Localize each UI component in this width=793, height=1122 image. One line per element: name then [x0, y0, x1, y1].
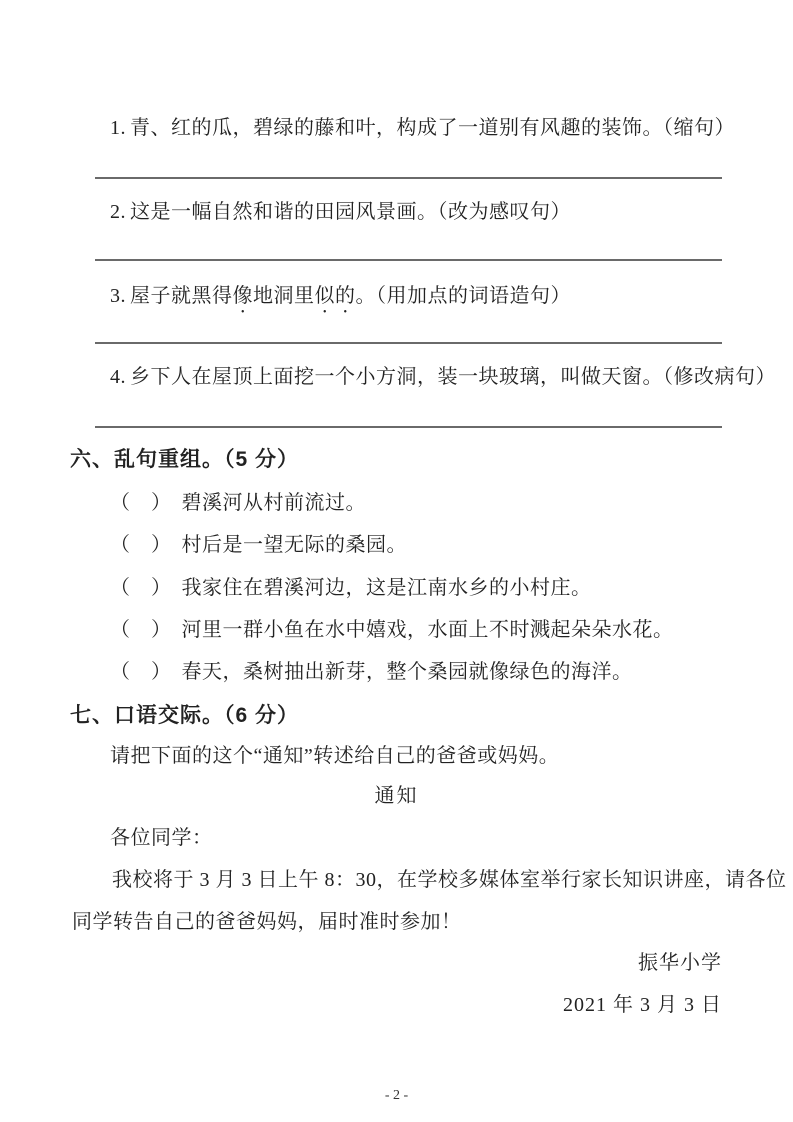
question-4-text: 乡下人在屋顶上面挖一个小方洞，装一块玻璃，叫做天窗。（修改病句）: [130, 366, 776, 388]
notice-signer: 振华小学: [638, 952, 722, 974]
question-3: [110, 281, 723, 318]
answer-blank-2: [95, 259, 722, 261]
section-seven-title: 七、口语交际。（6 分）: [70, 704, 300, 727]
reorder-item-5: [110, 657, 723, 687]
notice-salutation: 各位同学：: [110, 827, 213, 849]
question-4: [110, 362, 776, 392]
reorder-item-4: [110, 615, 723, 645]
answer-bracket: （ ）: [110, 619, 172, 641]
reorder-item-4-text: 河里一群小鱼在水中嬉戏，水面上不时溅起朵朵水花。: [181, 619, 674, 641]
question-3-text-post: 。（用加点的词语造句）: [355, 285, 571, 307]
section-seven-intro: 请把下面的这个“通知”转述给自己的爸爸或妈妈。: [110, 745, 560, 767]
question-3-text-pre: 屋子就黑得: [130, 285, 233, 307]
question-1-number: 1.: [110, 117, 126, 139]
question-3-text-mid: 地洞里: [253, 285, 315, 307]
question-4-number: 4.: [110, 366, 126, 388]
question-2-text: 这是一幅自然和谐的田园风景画。（改为感叹句）: [130, 201, 571, 223]
reorder-item-2-text: 村后是一望无际的桑园。: [181, 534, 407, 556]
answer-bracket: （ ）: [110, 492, 172, 514]
notice-title: 通知: [374, 785, 419, 807]
question-2-number: 2.: [110, 201, 126, 223]
reorder-item-1-text: 碧溪河从村前流过。: [181, 492, 366, 514]
question-3-emphasized-word-1: 像: [232, 285, 253, 307]
answer-blank-4: [95, 426, 722, 428]
reorder-item-1: [110, 488, 723, 518]
notice-body-line-1: 我校将于 3 月 3 日上午 8：30，在学校多媒体室举行家长知识讲座，请各位: [112, 869, 787, 891]
section-six-title: 六、乱句重组。（5 分）: [70, 448, 300, 471]
answer-bracket: （ ）: [110, 661, 172, 683]
answer-bracket: （ ）: [110, 534, 172, 556]
answer-blank-3: [95, 342, 722, 344]
question-3-number: 3.: [110, 285, 126, 307]
reorder-item-3-text: 我家住在碧溪河边，这是江南水乡的小村庄。: [181, 577, 592, 599]
notice-date: 2021 年 3 月 3 日: [563, 994, 722, 1016]
question-1-text: 青、红的瓜，碧绿的藤和叶，构成了一道别有风趣的装饰。（缩句）: [130, 117, 735, 139]
answer-bracket: （ ）: [110, 577, 172, 599]
reorder-item-5-text: 春天，桑树抽出新芽，整个桑园就像绿色的海洋。: [181, 661, 633, 683]
reorder-item-2: [110, 530, 723, 560]
question-3-emphasized-word-2: 似的: [314, 285, 356, 307]
question-1: [110, 113, 735, 143]
page-number: - 2 -: [384, 1088, 409, 1103]
question-2: [110, 197, 723, 227]
notice-body-line-2: 同学转告自己的爸爸妈妈，届时准时参加！: [72, 911, 462, 933]
reorder-item-3: [110, 573, 723, 603]
answer-blank-1: [95, 177, 722, 179]
